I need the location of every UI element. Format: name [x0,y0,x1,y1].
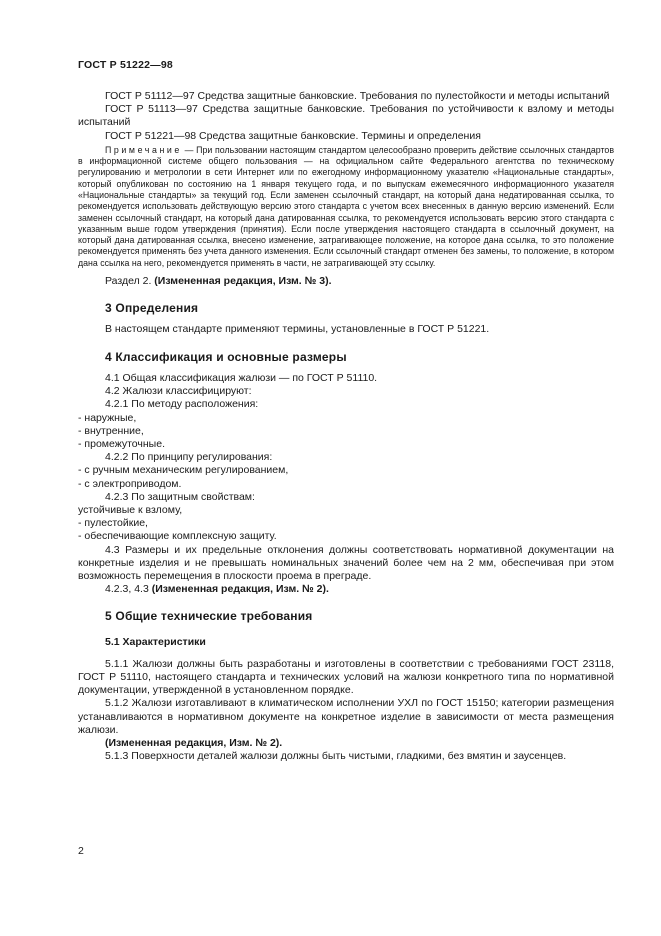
list-item: - промежуточные. [78,437,165,450]
clause-4-2-3: 4.2.3 По защитным свойствам: [105,490,255,503]
document-body [78,90,614,763]
section5-heading: 5 Общие технические требования [105,609,313,624]
subsection-5-1-heading: 5.1 Характеристики [105,635,206,648]
list-item: - пулестойкие, [78,517,148,530]
list-item: устойчивые к взлому, [78,503,183,516]
note-paragraph [78,145,614,269]
clause-4-3: 4.3 Размеры и их предельные отклонения должны соответствовать нормативной документации на конкретные изделия и не превышать номинальных значений более чем на 2 мм, обеспечивая при этом возможность перемещения в плоскости проема в преграде. [78,543,614,582]
note-text: — При пользовании настоящим стандартом целесообразно проверить действие ссылочных стандартов в информационной системе общего пользования — на официальном сайте Федерального агентства по техническому регулированию и метрологии в сети Интернет или по ежегодному информационному указателю «Национальные стандарты», который опубликован по состоянию на 1 января текущего года, и по выпускам ежемесячного информационного указателя «Национальные стандарты» за текущий год. Если заменен ссылочный стандарт, на который дана недатированная ссылка, то рекомендуется использовать действующую версию этого стандарта с учетом всех внесенных в данную версию изменений. Если заменен ссылочный стандарт, на который дана датированная ссылка, то рекомендуется использовать версию этого стандарта с указанным выше годом утверждения (принятия). Если после утверждения настоящего стандарта в ссылочный документ, на который дана датированная ссылка, внесено изменение, затрагивающее положение, на которое дана ссылка, то это положение рекомендуется применять без учета данного изменения. Если ссылочный стандарт отменен без замены, то положение, в котором дана ссылка на него, рекомендуется применять в части, не затрагивающей эту ссылку. [78,144,614,268]
document-header: ГОСТ Р 51222—98 [78,59,173,71]
list-item: - наружные, [78,411,137,424]
clause-4-2-1: 4.2.1 По методу расположения: [105,398,259,411]
clause-5-1-2: 5.1.2 Жалюзи изготавливают в климатическом исполнении УХЛ по ГОСТ 15150; категории размещения устанавливаются в нормативном документе на конкретное изделие в зависимости от места размещения жалюзи. [78,697,614,736]
list-item: - с ручным механическим регулированием, [78,464,289,477]
section5-amendment: (Измененная редакция, Изм. № 2). [105,736,283,749]
clause-4-2: 4.2 Жалюзи классифицируют: [105,385,252,398]
list-item: - обеспечивающие комплексную защиту. [78,530,277,543]
section4-heading: 4 Классификация и основные размеры [105,349,347,364]
note-label: Примечание [105,144,182,155]
list-item: - с электроприводом. [78,477,182,490]
section2-amendment: Раздел 2. (Измененная редакция, Изм. № 3). [105,275,332,288]
reference-item: ГОСТ Р 51221—98 Средства защитные банковские. Термины и определения [105,129,481,142]
section4-amendment: 4.2.3, 4.3 (Измененная редакция, Изм. № 2). [105,583,329,596]
clause-5-1-3: 5.1.3 Поверхности деталей жалюзи должны быть чистыми, гладкими, без вмятин и заусенцев. [105,750,567,763]
clause-4-2-2: 4.2.2 По принципу регулирования: [105,451,273,464]
reference-item: ГОСТ Р 51113—97 Средства защитные банковские. Требования по устойчивости к взлому и методы испытаний [78,103,614,129]
reference-item: ГОСТ Р 51112—97 Средства защитные банковские. Требования по пулестойкости и методы испытаний [105,90,610,102]
section3-heading: 3 Определения [105,301,199,316]
list-item: - внутренние, [78,424,144,437]
page-number: 2 [78,845,84,857]
clause-4-1: 4.1 Общая классификация жалюзи — по ГОСТ Р 51110. [105,371,378,384]
clause-5-1-1: 5.1.1 Жалюзи должны быть разработаны и изготовлены в соответствии с требованиями ГОСТ 23118, ГОСТ Р 51110, настоящего стандарта и технических условий на жалюзи конкретного типа по нормативной документации, утвержденной в установленном порядке. [78,657,614,697]
section3-text: В настоящем стандарте применяют термины, установленные в ГОСТ Р 51221. [105,323,490,336]
